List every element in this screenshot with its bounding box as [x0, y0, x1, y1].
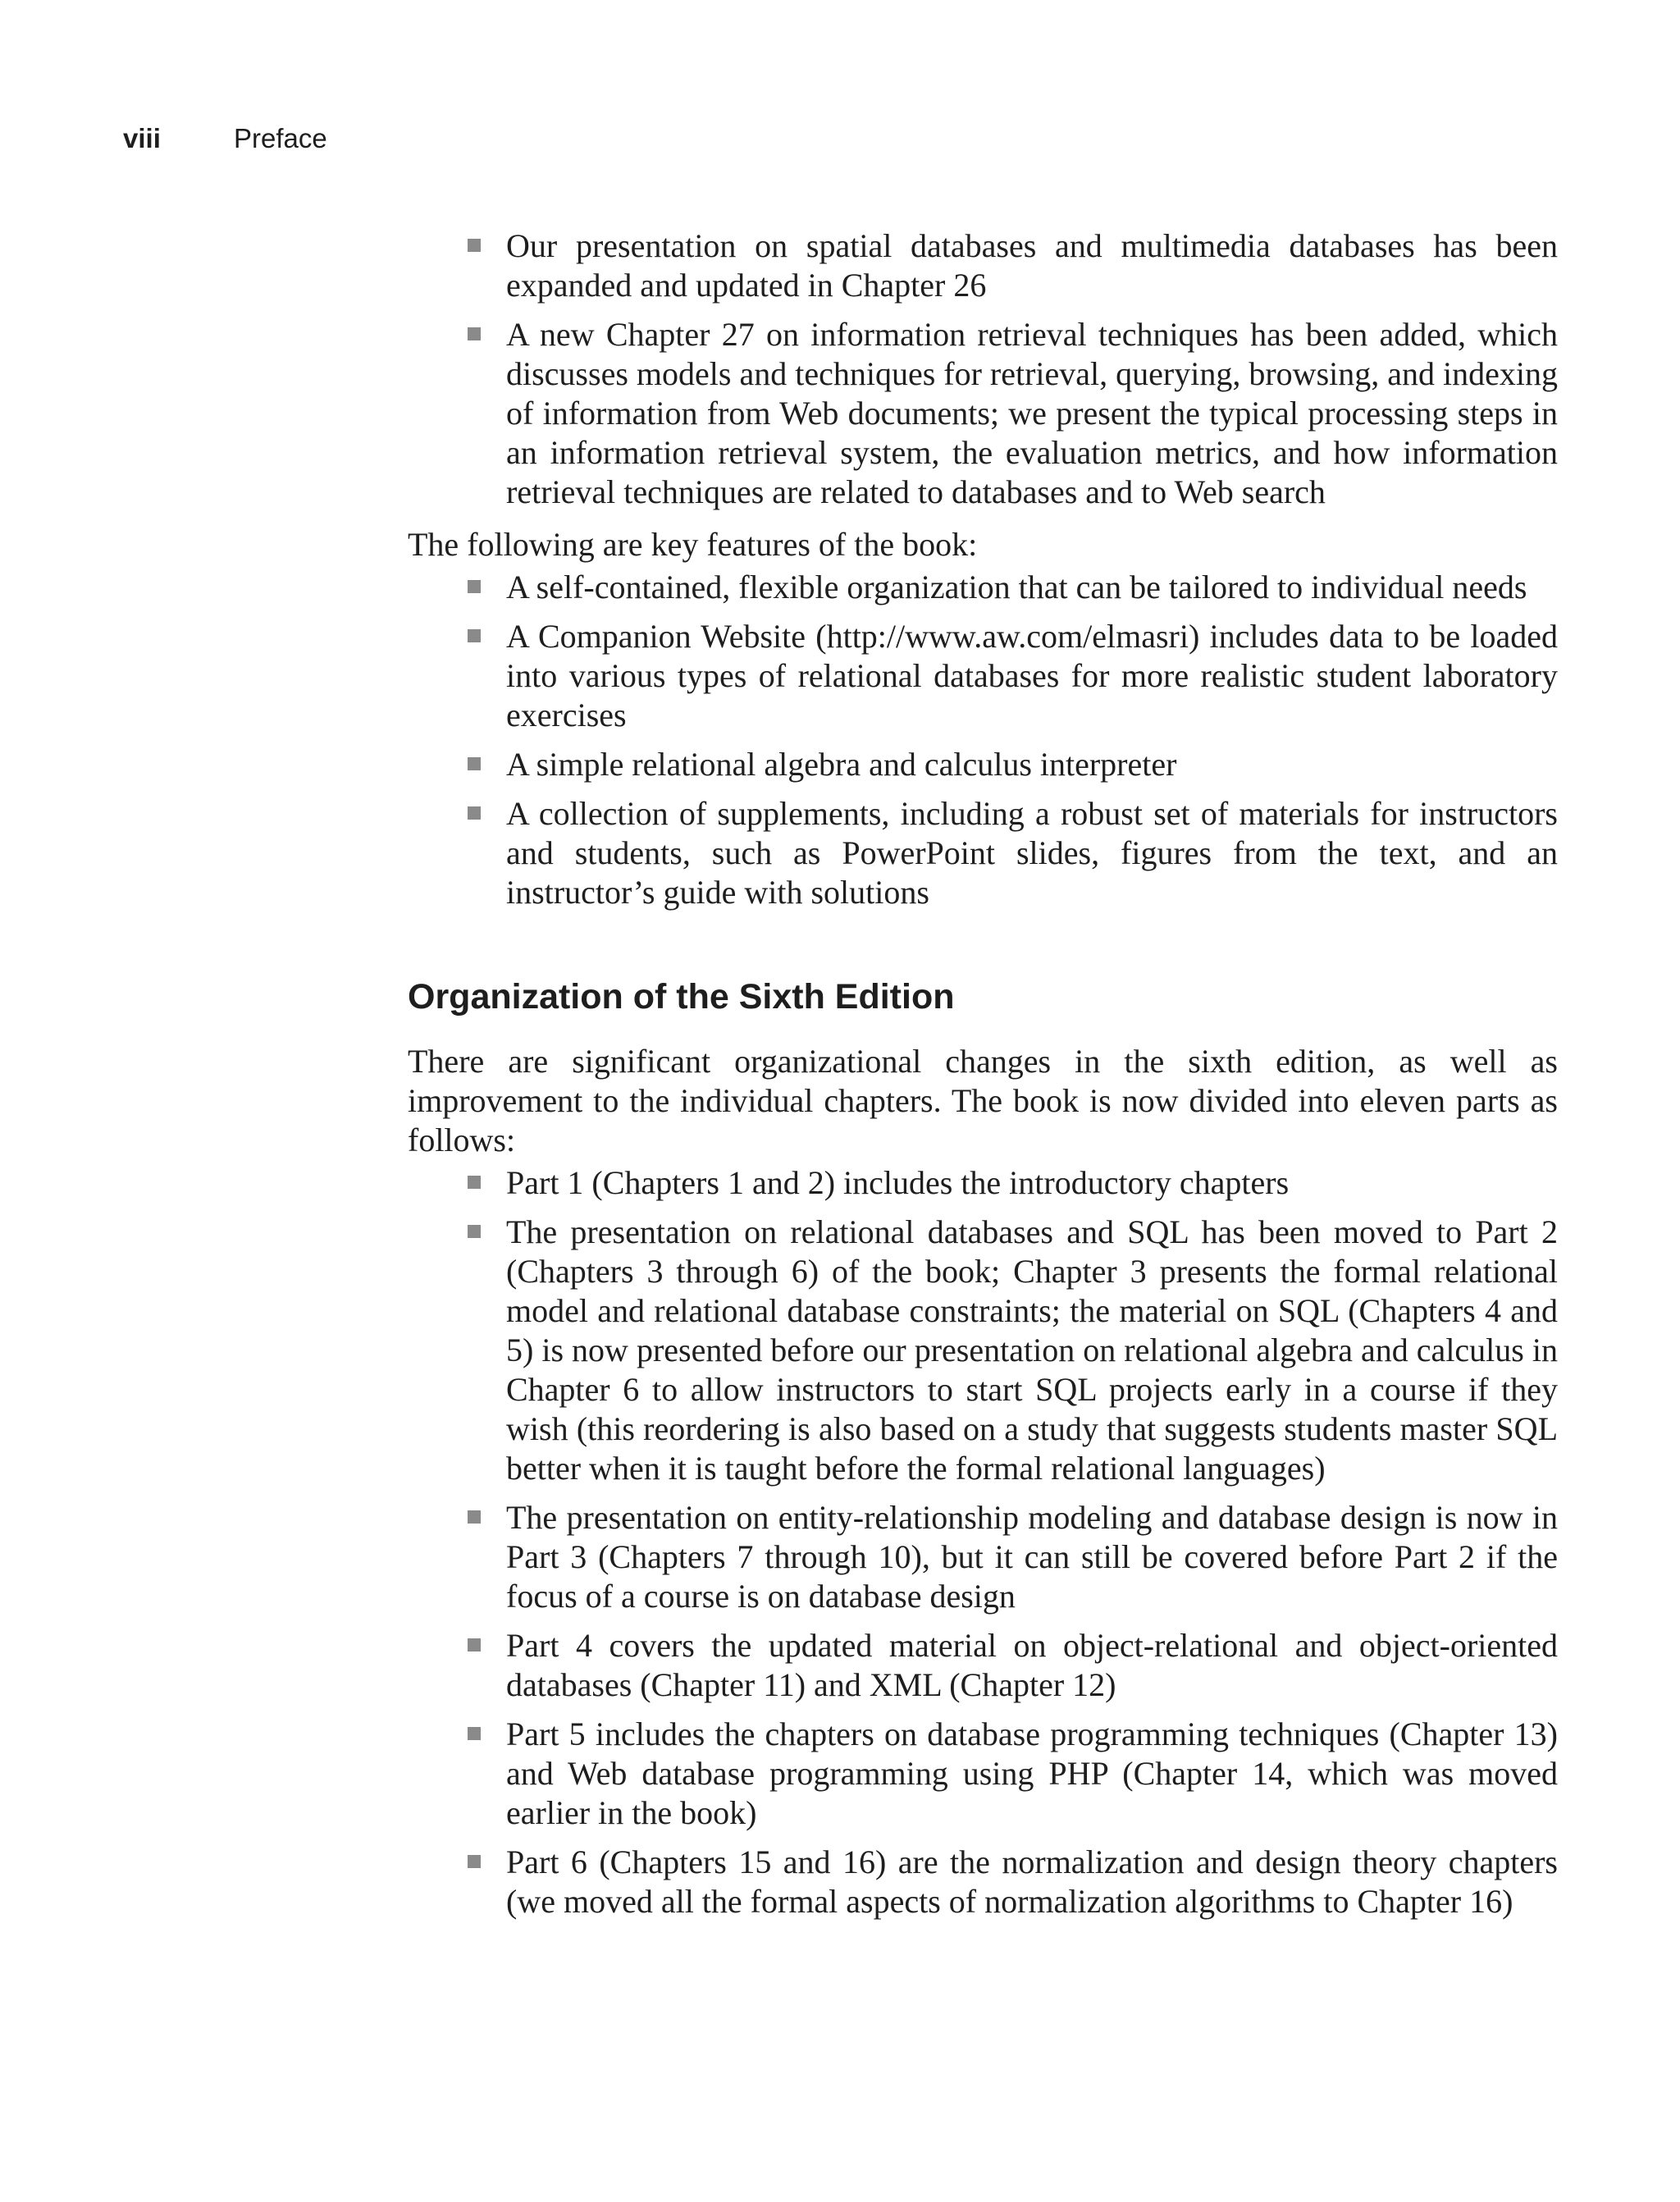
list-item-text: Part 1 (Chapters 1 and 2) includes the introductory chapters [506, 1164, 1290, 1201]
square-bullet-icon [468, 580, 481, 593]
features-lead: The following are key features of the book: [408, 526, 978, 563]
square-bullet-icon [468, 1225, 481, 1238]
list-item [506, 617, 1558, 735]
list-item [506, 226, 1558, 305]
running-title: Preface [234, 123, 327, 153]
list-item [506, 315, 1558, 512]
list-item [506, 1163, 1558, 1203]
list-item-text: A collection of supplements, including a robust set of materials for instructors and students, such as PowerPoint slides, figures from the text, and an instructor’s guide with solutions [506, 795, 1558, 911]
list-item-text: Our presentation on spatial databases and multimedia databases has been expanded and updated in Chapter 26 [506, 227, 1558, 304]
square-bullet-icon [468, 1176, 481, 1189]
page-number: viii [123, 123, 161, 153]
list-item-text: A new Chapter 27 on information retrieval techniques has been added, which discusses models and techniques for retrieval, querying, browsing, and indexing of information from Web documents; we present the typical processing steps in an information retrieval system, the evaluation metrics, and how information retrieval techniques are related to databases and to Web search [506, 316, 1558, 510]
section-heading: Organization of the Sixth Edition [408, 977, 955, 1016]
intro-bullet-list [408, 226, 1558, 512]
square-bullet-icon [468, 239, 481, 252]
list-item-text: A self-contained, flexible organization that can be tailored to individual needs [506, 569, 1527, 605]
list-item-text: Part 5 includes the chapters on database programming techniques (Chapter 13) and Web database programming using PHP (Chapter 14, which was moved earlier in the book) [506, 1715, 1558, 1831]
square-bullet-icon [468, 1855, 481, 1868]
organization-bullet-list [408, 1163, 1558, 1921]
square-bullet-icon [468, 806, 481, 820]
list-item [506, 1715, 1558, 1833]
list-item-text: The presentation on entity-relationship modeling and database design is now in Part 3 (Chapters 7 through 10), but it can still be covered before Part 2 if the focus of a course is on database design [506, 1499, 1558, 1615]
square-bullet-icon [468, 1510, 481, 1524]
square-bullet-icon [468, 1727, 481, 1740]
list-item-text: The presentation on relational databases and SQL has been moved to Part 2 (Chapters 3 through 6) of the book; Chapter 3 presents the formal relational model and relational database constraints; the material on SQL (Chapters 4 and 5) is now presented before our presentation on relational algebra and calculus in Chapter 6 to allow instructors to start SQL projects early in a course if they wish (this reordering is also based on a study that suggests students master SQL better when it is taught before the formal relational languages) [506, 1213, 1558, 1487]
page-content [408, 226, 1558, 1931]
list-item [506, 1213, 1558, 1488]
square-bullet-icon [468, 757, 481, 770]
square-bullet-icon [468, 327, 481, 340]
list-item-text: A simple relational algebra and calculus interpreter [506, 746, 1177, 783]
list-item [506, 794, 1558, 912]
list-item-text: Part 4 covers the updated material on object-relational and object-oriented databases (Chapter 11) and XML (Chapter 12) [506, 1627, 1558, 1703]
list-item [506, 745, 1558, 784]
features-bullet-list [408, 568, 1558, 912]
square-bullet-icon [468, 629, 481, 642]
list-item [506, 1498, 1558, 1616]
organization-paragraph: There are significant organizational changes in the sixth edition, as well as improvement to the individual chapters. The book is now divided into eleven parts as follows: [408, 1043, 1558, 1158]
list-item [506, 568, 1558, 607]
list-item [506, 1843, 1558, 1921]
list-item-text: A Companion Website (http://www.aw.com/elmasri) includes data to be loaded into various types of relational databases for more realistic student laboratory exercises [506, 618, 1558, 733]
running-head [123, 118, 327, 159]
list-item-text: Part 6 (Chapters 15 and 16) are the normalization and design theory chapters (we moved all the formal aspects of normalization algorithms to Chapter 16) [506, 1843, 1558, 1920]
square-bullet-icon [468, 1638, 481, 1652]
list-item [506, 1626, 1558, 1705]
